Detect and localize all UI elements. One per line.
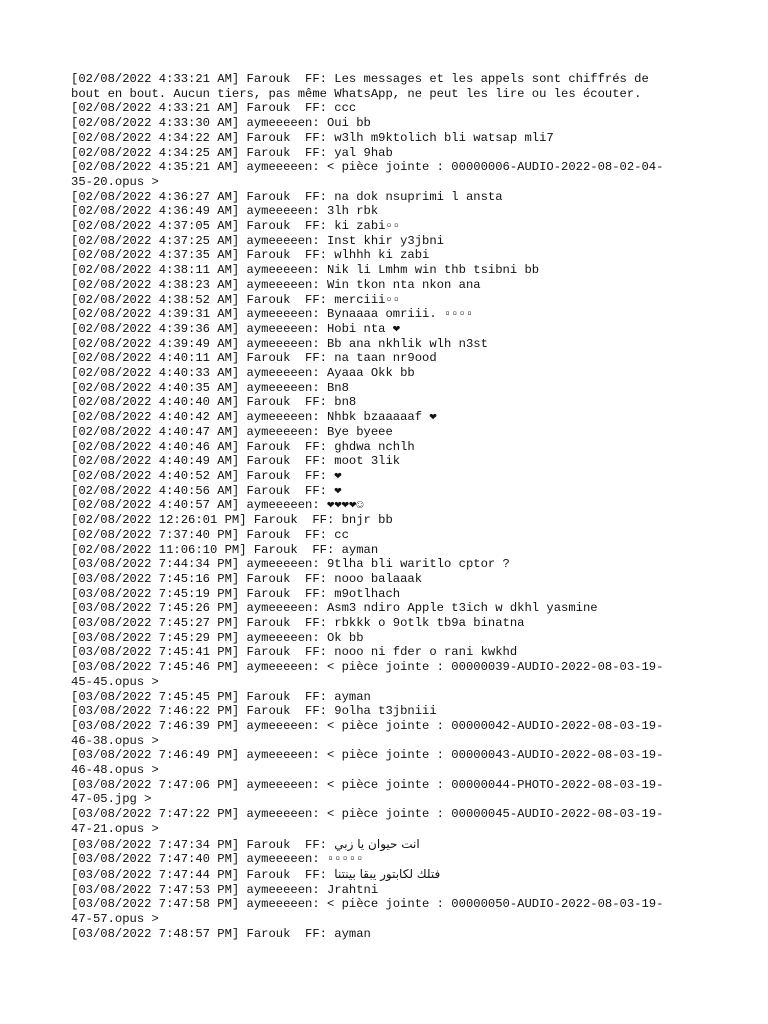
transcript-line: [03/08/2022 7:45:16 PM] Farouk FF: nooo balaaak [71,571,423,586]
transcript-line: [02/08/2022 4:40:46 AM] Farouk FF: ghdwa nchlh [71,439,415,454]
transcript-line: [03/08/2022 7:46:22 PM] Farouk FF: 9olha t3jbniii [71,704,437,719]
transcript-line: [02/08/2022 4:40:11 AM] Farouk FF: na taan nr9ood [71,351,437,366]
transcript-line: [02/08/2022 4:34:25 AM] Farouk FF: yal 9hab [71,145,393,160]
transcript-line-with-arabic [71,837,701,853]
transcript-line: [02/08/2022 4:33:21 AM] Farouk FF: Les messages et les appels sont chiffrés de [71,72,649,86]
transcript-line: 46-48.opus > [71,763,159,778]
transcript-line: [02/08/2022 4:40:49 AM] Farouk FF: moot 3lik [71,454,401,469]
transcript-line: [02/08/2022 4:40:33 AM] aymeeeeen: Ayaaa Okk bb [71,366,415,381]
transcript-line: [03/08/2022 7:46:49 PM] aymeeeeen: < pièce jointe : 00000043-AUDIO-2022-08-03-19- [71,748,664,763]
transcript-line: 47-57.opus > [71,912,159,927]
transcript-line: 47-05.jpg > [71,792,152,807]
transcript-line: [02/08/2022 4:40:57 AM] aymeeeeen: ❤❤❤❤☺ [71,498,364,513]
transcript-line: [02/08/2022 4:39:49 AM] aymeeeeen: Bb ana nkhlik wlh n3st [71,336,488,351]
chat-transcript [71,72,701,941]
transcript-line: [03/08/2022 7:47:40 PM] aymeeeeen: ▫▫▫▫▫ [71,852,364,867]
transcript-line: 45-45.opus > [71,674,159,689]
transcript-line: [02/08/2022 12:26:01 PM] Farouk FF: bnjr bb [71,513,393,528]
transcript-line: [03/08/2022 7:45:19 PM] Farouk FF: m9otlhach [71,586,401,601]
transcript-line: [02/08/2022 4:40:40 AM] Farouk FF: bn8 [71,395,357,410]
transcript-line: [02/08/2022 4:33:21 AM] Farouk FF: ccc [71,101,357,116]
arabic-message: فتلك لكابتور يبقا بينتنا [334,866,441,881]
transcript-line: [03/08/2022 7:47:53 PM] aymeeeeen: Jrahtni [71,882,379,897]
transcript-line: [02/08/2022 4:34:22 AM] Farouk FF: w3lh m9ktolich bli watsap mli7 [71,130,554,145]
transcript-line: [03/08/2022 7:44:34 PM] aymeeeeen: 9tlha bli waritlo cptor ? [71,557,510,572]
transcript-line: [03/08/2022 7:48:57 PM] Farouk FF: ayman [71,926,371,941]
transcript-line: [03/08/2022 7:45:46 PM] aymeeeeen: < pièce jointe : 00000039-AUDIO-2022-08-03-19- [71,660,664,675]
transcript-line: [03/08/2022 7:46:39 PM] aymeeeeen: < pièce jointe : 00000042-AUDIO-2022-08-03-19- [71,718,664,733]
transcript-line: [02/08/2022 4:33:30 AM] aymeeeeen: Oui bb [71,116,371,131]
transcript-line: [02/08/2022 4:36:27 AM] Farouk FF: na dok nsuprimi l ansta [71,189,503,204]
line-prefix: [03/08/2022 7:47:34 PM] Farouk FF: [71,837,335,852]
transcript-line: [02/08/2022 4:38:23 AM] aymeeeeen: Win tkon nta nkon ana [71,277,481,292]
transcript-line: [03/08/2022 7:47:22 PM] aymeeeeen: < pièce jointe : 00000045-AUDIO-2022-08-03-19- [71,807,664,822]
transcript-line: [02/08/2022 4:37:35 AM] Farouk FF: wlhhh ki zabi [71,248,430,263]
transcript-line: [02/08/2022 4:36:49 AM] aymeeeeen: 3lh rbk [71,204,379,219]
transcript-line: [02/08/2022 4:40:35 AM] aymeeeeen: Bn8 [71,380,349,395]
transcript-line: [03/08/2022 7:45:41 PM] Farouk FF: nooo ni fder o rani kwkhd [71,645,518,660]
transcript-line: [02/08/2022 4:38:11 AM] aymeeeeen: Nik li Lmhm win thb tsibni bb [71,263,540,278]
arabic-message: انت حيوان يا زبي [334,836,420,851]
transcript-line: [02/08/2022 4:40:52 AM] Farouk FF: ❤ [71,468,342,483]
transcript-line: 35-20.opus > [71,174,159,189]
transcript-line: bout en bout. Aucun tiers, pas même WhatsApp, ne peut les lire ou les écouter. [71,86,642,101]
transcript-line: [02/08/2022 7:37:40 PM] Farouk FF: cc [71,527,349,542]
transcript-line: [02/08/2022 4:39:36 AM] aymeeeeen: Hobi nta ❤ [71,321,401,336]
transcript-line: 46-38.opus > [71,733,159,748]
transcript-line: [02/08/2022 4:35:21 AM] aymeeeeen: < pièce jointe : 00000006-AUDIO-2022-08-02-04- [71,160,664,175]
transcript-line: [02/08/2022 4:40:47 AM] aymeeeeen: Bye byeee [71,424,393,439]
transcript-line: [03/08/2022 7:45:27 PM] Farouk FF: rbkkk o 9otlk tb9a binatna [71,616,525,631]
transcript-line: [02/08/2022 4:38:52 AM] Farouk FF: merciii▫▫ [71,292,401,307]
transcript-line: [02/08/2022 4:39:31 AM] aymeeeeen: Bynaaaa omriii. ▫▫▫▫ [71,307,474,322]
transcript-line: [02/08/2022 4:37:25 AM] aymeeeeen: Inst khir y3jbni [71,233,444,248]
transcript-line: [03/08/2022 7:45:45 PM] Farouk FF: ayman [71,689,371,704]
transcript-line-with-arabic [71,867,701,883]
transcript-line: [02/08/2022 4:37:05 AM] Farouk FF: ki zabi▫▫ [71,219,401,234]
transcript-line: [03/08/2022 7:47:06 PM] aymeeeeen: < pièce jointe : 00000044-PHOTO-2022-08-03-19- [71,777,664,792]
transcript-line: 47-21.opus > [71,821,159,836]
transcript-line: [03/08/2022 7:45:26 PM] aymeeeeen: Asm3 ndiro Apple t3ich w dkhl yasmine [71,601,598,616]
transcript-line: [02/08/2022 11:06:10 PM] Farouk FF: ayman [71,542,379,557]
transcript-line: [02/08/2022 4:40:56 AM] Farouk FF: ❤ [71,483,342,498]
transcript-line: [03/08/2022 7:47:58 PM] aymeeeeen: < pièce jointe : 00000050-AUDIO-2022-08-03-19- [71,897,664,912]
line-prefix: [03/08/2022 7:47:44 PM] Farouk FF: [71,867,335,882]
transcript-line: [03/08/2022 7:45:29 PM] aymeeeeen: Ok bb [71,630,364,645]
transcript-line: [02/08/2022 4:40:42 AM] aymeeeeen: Nhbk bzaaaaaf ❤ [71,410,437,425]
